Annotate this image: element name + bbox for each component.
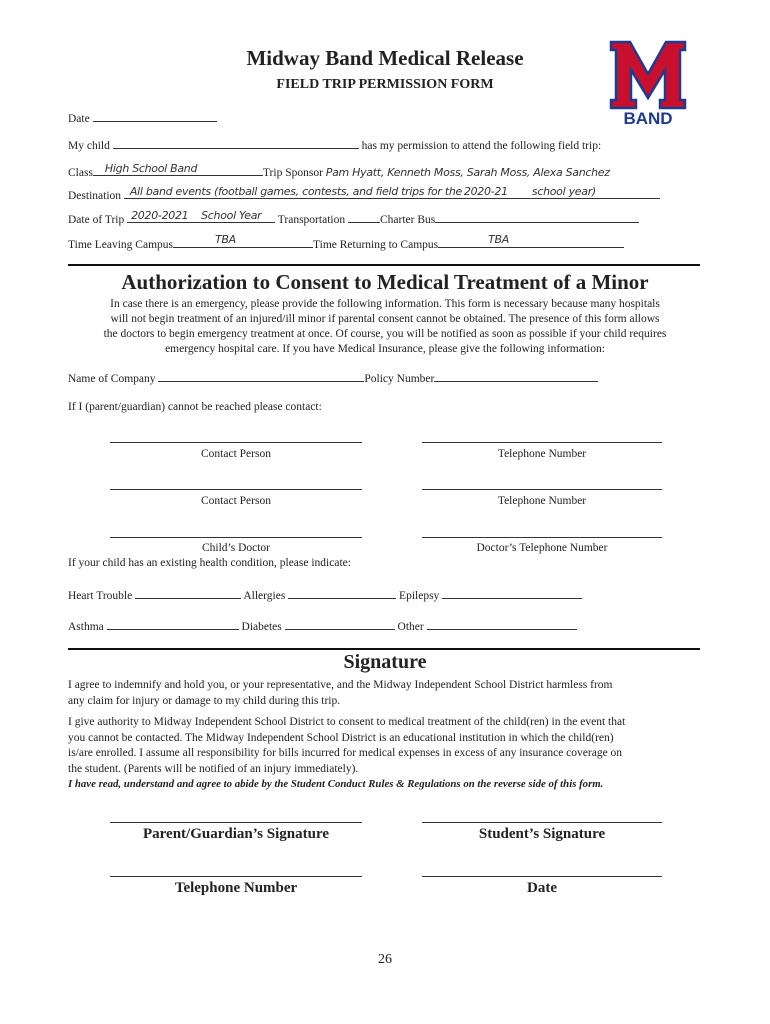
authorization-divider (68, 264, 700, 266)
my-child-suffix: has my permission to attend the following field trip: (361, 140, 602, 152)
authority-line: I give authority to Midway Independent School District to consent to medical treatment of the child(ren) in the event that (68, 716, 626, 728)
contact-phone-2-line[interactable] (422, 489, 662, 490)
form-title: Midway Band Medical Release (246, 46, 524, 70)
childs-doctor-line[interactable] (110, 537, 362, 538)
indemnify-paragraph (68, 678, 613, 709)
authorization-line: In case there is an emergency, please provide the following information. This form is necessary because many hospitals (110, 298, 660, 310)
sponsor-value[interactable]: Pam Hyatt, Kenneth Moss, Sarah Moss, Alexa Sanchez (325, 166, 610, 179)
logo-band-text: BAND (623, 109, 673, 126)
indemnify-line: I agree to indemnify and hold you, or your representative, and the Midway Independent School District harmless from (68, 679, 613, 691)
signature-heading: Signature (343, 651, 427, 673)
authorization-line: will not begin treatment of an injured/ill minor if parental consent cannot be obtained. The presence of this form allows (110, 313, 660, 325)
epilepsy-field[interactable] (442, 587, 582, 599)
authorization-line: emergency hospital care. If you have Medical Insurance, please give the following information: (165, 343, 605, 355)
time-returning-field[interactable] (438, 233, 624, 248)
childs-doctor-label: Child’s Doctor (201, 542, 271, 554)
class-row (68, 164, 610, 179)
contact-person-1-label: Contact Person (201, 448, 271, 460)
asthma-field[interactable] (107, 618, 239, 630)
contact-phone-2-label: Telephone Number (497, 495, 587, 507)
doctors-phone-label: Doctor’s Telephone Number (476, 542, 608, 554)
parent-signature-line[interactable] (110, 822, 362, 823)
contact-phone-1-label: Telephone Number (497, 448, 587, 460)
signature-divider (68, 648, 700, 650)
m-band-logo-icon (608, 38, 688, 126)
policy-label: Policy Number (364, 373, 435, 385)
health-row-1 (68, 587, 582, 602)
indemnify-line: any claim for injury or damage to my child during this trip. (68, 694, 341, 707)
other-label: Other (397, 621, 424, 633)
class-label: Class (68, 167, 93, 179)
contact-phone-1-line[interactable] (422, 442, 662, 443)
contact-person-2-line[interactable] (110, 489, 362, 490)
band-logo (608, 38, 688, 126)
class-field[interactable] (93, 164, 263, 176)
destination-field[interactable] (124, 187, 660, 199)
contact-intro: If I (parent/guardian) cannot be reached please contact: (68, 401, 322, 413)
transportation-blank (348, 211, 380, 223)
form-subtitle: FIELD TRIP PERMISSION FORM (276, 77, 494, 92)
time-leaving-field[interactable] (173, 233, 313, 248)
authority-line: you cannot be contacted. The Midway Independent School District is an educational institution in which the child(ren) (68, 731, 614, 744)
class-value: High School Band (104, 162, 198, 175)
diabetes-field[interactable] (285, 618, 395, 630)
policy-field[interactable] (434, 370, 598, 382)
sponsor-label: Trip Sponsor (262, 167, 323, 179)
destination-year: 2020-21 (463, 185, 508, 198)
asthma-label: Asthma (68, 621, 104, 633)
authorization-line: the doctors to begin emergency treatment at once. Of course, you will be notified as soon as possible if your child requires (103, 328, 667, 340)
time-returning-value: TBA (488, 233, 510, 246)
date-signature-line[interactable] (422, 876, 662, 877)
agreement-statement: I have read, understand and agree to abide by the Student Conduct Rules & Regulations on the reverse side of this form. (68, 778, 604, 790)
transportation-label: Transportation (277, 214, 346, 226)
transportation-field[interactable] (435, 211, 639, 223)
date-of-trip-label: Date of Trip (68, 214, 125, 226)
company-label: Name of Company (68, 373, 156, 385)
company-field[interactable] (158, 370, 364, 382)
heart-trouble-label: Heart Trouble (68, 590, 133, 602)
doctors-phone-line[interactable] (422, 537, 662, 538)
child-name-field[interactable] (113, 137, 359, 149)
date-field[interactable] (93, 110, 217, 122)
date-of-trip-row (68, 211, 639, 226)
epilepsy-label: Epilepsy (399, 590, 440, 602)
time-leaving-label: Time Leaving Campus (68, 239, 173, 251)
destination-year-suffix: school year) (531, 185, 596, 198)
date-label: Date (68, 113, 90, 125)
destination-label: Destination (68, 190, 122, 202)
my-child-label: My child (68, 140, 110, 152)
student-signature-line[interactable] (422, 822, 662, 823)
date-of-trip-value: 2020-2021 (131, 209, 189, 222)
telephone-line[interactable] (110, 876, 362, 877)
allergies-field[interactable] (288, 587, 396, 599)
telephone-label: Telephone Number (174, 880, 298, 896)
health-intro: If your child has an existing health condition, please indicate: (68, 557, 351, 569)
date-row (68, 110, 217, 125)
page-number: 26 (378, 952, 392, 967)
my-child-row (68, 137, 601, 152)
parent-signature-label: Parent/Guardian’s Signature (143, 826, 329, 842)
time-returning-label: Time Returning to Campus (313, 239, 439, 251)
allergies-label: Allergies (243, 590, 286, 602)
date-of-trip-field[interactable] (127, 211, 275, 223)
contact-person-2-label: Contact Person (201, 495, 271, 507)
authority-line: is/are enrolled. I assume all responsibility for bills incurred for medical expenses in excess of any insurance coverage on (68, 747, 623, 759)
authority-line: the student. (Parents will be notified of an injury immediately). (68, 762, 359, 775)
transportation-value[interactable]: Charter Bus (379, 214, 436, 226)
contact-person-1-line[interactable] (110, 442, 362, 443)
authorization-paragraph (40, 297, 730, 357)
date-signature-label: Date (527, 880, 557, 896)
destination-row (68, 187, 660, 202)
health-row-2 (68, 618, 577, 633)
destination-value: All band events (football games, contests, and field trips for the (129, 185, 462, 198)
diabetes-label: Diabetes (241, 621, 282, 633)
authorization-heading: Authorization to Consent to Medical Treatment of a Minor (121, 270, 649, 294)
insurance-row (68, 370, 598, 385)
time-leaving-value: TBA (215, 233, 236, 246)
student-signature-label: Student’s Signature (478, 826, 606, 842)
heart-trouble-field[interactable] (135, 587, 241, 599)
authority-paragraph (68, 715, 625, 777)
other-field[interactable] (427, 618, 577, 630)
times-row (68, 233, 624, 251)
date-of-trip-value-2: School Year (201, 209, 262, 222)
